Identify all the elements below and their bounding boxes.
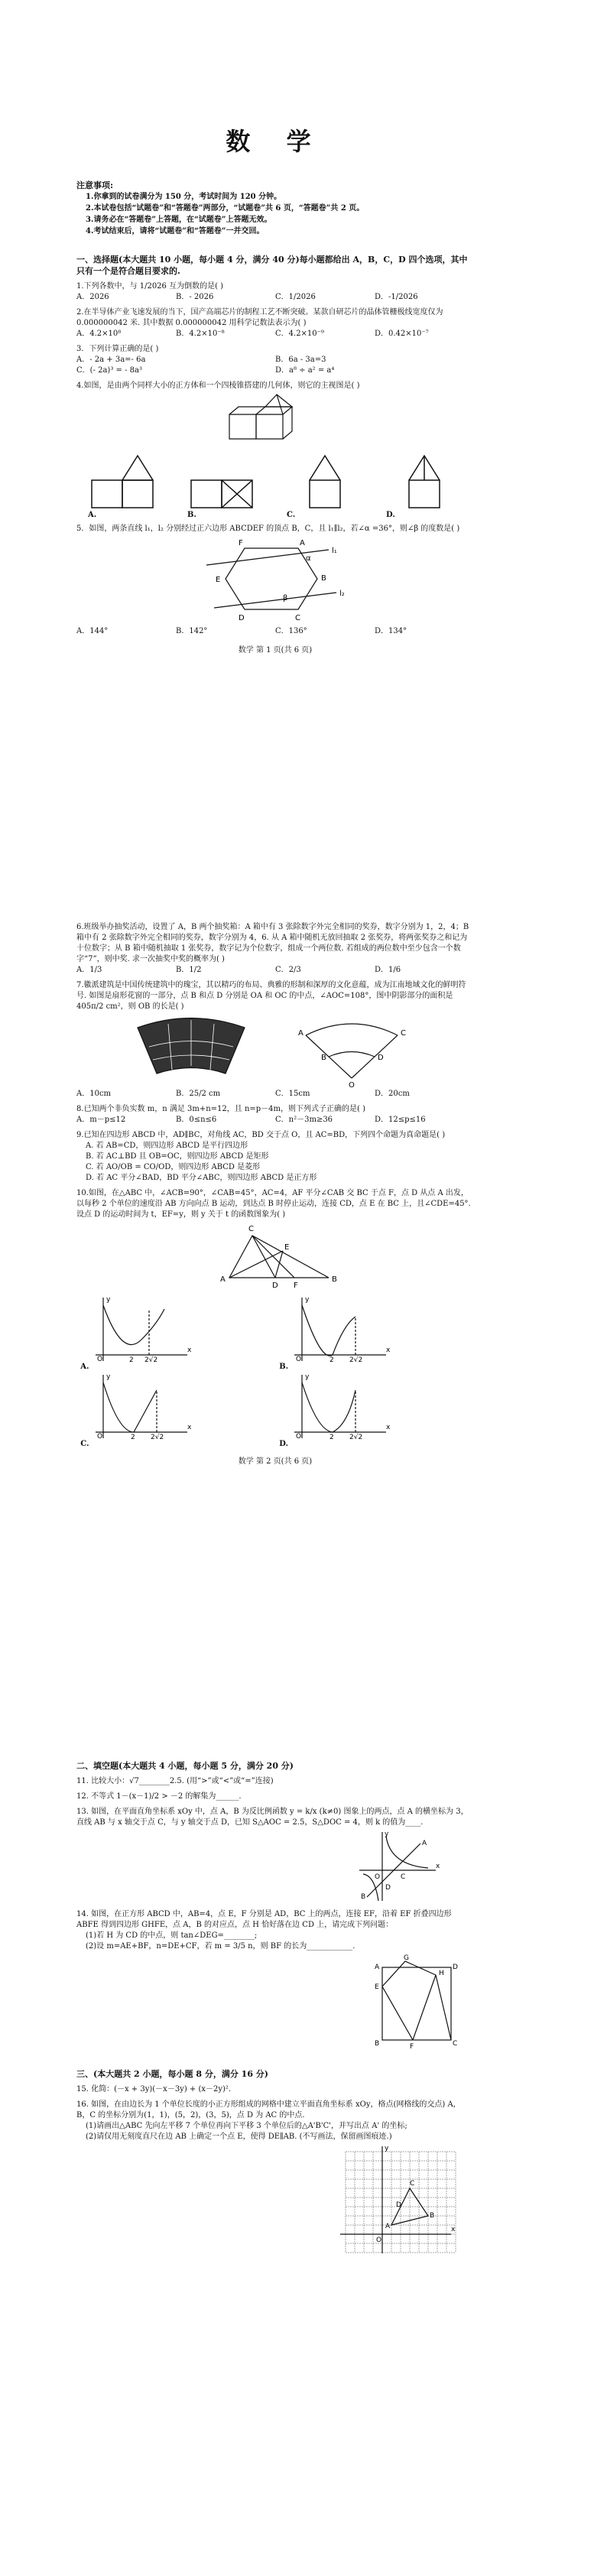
question-16: 16. 如图，在由边长为 1 个单位长度的小正方形组成的网格中建立平面直角坐标系 xOy，格点(网格线的交点) A，B，C 的坐标分别为(1，1)，(5，2)，(3，5)，点 D 为 AC 的中点. [76,2100,461,2120]
option-b: B．4.2×10⁻⁸ [176,330,225,338]
tick-2: 2 [131,1434,135,1440]
question-8-options [76,1115,474,1126]
section-3-heading: 三、(本大题共 2 小题，每小题 8 分，满分 16 分) [76,2069,269,2079]
solid-figure [76,391,474,445]
question-3-options [76,355,474,376]
question-14-part-2: (2)设 m=AE+BF，n=DE+CF，若 m = 3/5 n，则 BF 的长为____________. [86,1942,355,1951]
hex-label-a: A [300,539,305,547]
choice-label: A. [80,1363,89,1371]
option-d: D．1/6 [375,966,401,974]
choice-label: A. [88,511,97,519]
option-b: B．- 2026 [176,293,214,301]
choice-label: B. [187,511,196,519]
question-16-part-1: (1)请画出△ABC 先向左平移 7 个单位再向下平移 3 个单位后的△A'B'C'，并写出点 A' 的坐标; [86,2122,407,2130]
option-d: D．20cm [375,1090,410,1098]
choice-label: C. [287,511,296,519]
question-10: 10.如图，在△ABC 中，∠ACB=90°，∠CAB=45°，AC=4，AF 平分∠CAB 交 BC 于点 F，点 D 从点 A 出发，以每秒 2 个单位的速度沿 AB 方向向点 B 运动，到达点 B 时停止运动，连接 CD，点 E 在 BC 上，且∠CDE=45°. 设点 D 的运动时间为 t，EF=y，则 y 关于 t 的函数图象为( ) [76,1189,471,1219]
sq-label-g: G [404,1954,409,1962]
option-a: A．10cm [76,1090,112,1098]
question-6-options [76,965,474,976]
sq-label-b: B [375,2040,380,2048]
angle-label-alpha: α [306,554,311,563]
fan-label-b: B [321,1054,326,1062]
triangle-figure [76,1220,474,1289]
axis-label-y: y [305,1296,310,1304]
option-a: A．144° [76,627,109,635]
choice-c[interactable] [287,450,363,519]
tick-2: 2 [329,1356,334,1363]
grid-label-d: D [396,2201,401,2209]
axis-label-y: y [106,1296,111,1304]
origin-label: O [375,1873,381,1881]
graph-a [80,1294,195,1363]
sq-label-a: A [375,1964,380,1971]
exam-page-1 [76,122,474,655]
choice-b[interactable] [279,1294,470,1371]
hex-label-f: F [239,539,243,547]
question-5-options [76,626,474,637]
question-7: 7.徽派建筑是中国传统建筑中的瑰宝，其以精巧的布局、典雅的形制和深厚的文化意蕴，成为江南地域文化的鲜明符号. 如图是扇形花窗的一部分，点 B 和点 D 分别是 OA 和 OC 的中点，∠AOC=108°，图中阴影部分的面积是 405π/2 cm²，则 OB 的长是( ) [76,981,466,1011]
question-1: 1.下列各数中，与 1/2026 互为倒数的是( ) [76,282,224,291]
choice-b[interactable] [187,450,264,519]
question-12: 12. 不等式 1－(x－1)/2 > －2 的解集为______. [76,1792,242,1801]
hexagon-figure [76,534,474,626]
front-view-a [88,450,164,511]
tri-label-e: E [284,1243,290,1252]
option-b: B．6a - 3a=3 [275,356,326,364]
hex-label-b: B [321,574,326,583]
option-b: B．25/2 cm [176,1090,221,1098]
question-5: 5．如图，两条直线 l₁，l₂ 分别经过正六边形 ABCDEF 的顶点 B，C，且 l₁∥l₂，若∠α =36°，则∠β 的度数是( ) [76,525,460,533]
choice-c[interactable] [80,1371,271,1448]
grid-label-a: A [385,2223,391,2230]
option-a: A．- 2a + 3a=- 6a [76,356,146,364]
hex-label-d: D [239,614,245,622]
option-d: D．134° [375,627,407,635]
axis-label-x: x [386,1346,391,1354]
tick-2: 2 [129,1356,134,1363]
axis-label-x: x [436,1863,440,1870]
axis-label-x: x [386,1424,391,1431]
tri-label-a: A [220,1275,226,1284]
square-fold-figure [76,1952,474,2051]
option-d: D．12≤p≤16 [375,1116,426,1124]
sq-label-c: C [453,2040,458,2048]
point-label-d: D [385,1884,391,1892]
option-a: A．2026 [76,293,109,301]
choice-a[interactable] [88,450,164,519]
question-10-choices [76,1294,474,1448]
option-d: D．0.42×10⁻⁷ [375,330,429,338]
option-b: B. 若 AC⊥BD 且 OB=OC，则四边形 ABCD 是矩形 [86,1152,269,1161]
hyperbola-figure [76,1828,474,1905]
option-c: C．1/2026 [275,293,316,301]
question-13: 13. 如图，在平面直角坐标系 xOy 中，点 A，B 为反比例函数 y = k/x (k≠0) 图象上的两点，点 A 的横坐标为 3，直线 AB 与 x 轴交于点 C，与 y 轴交于点 D，已知 S△AOC = 2.5，S△DOC = 4，则 k 的值为____. [76,1808,469,1827]
axis-label-y: y [305,1373,310,1381]
tick-2: 2 [329,1434,334,1440]
question-4: 4.如图，是由两个同样大小的正方体和一个四棱锥搭建的几何体，则它的主视图是( ) [76,382,360,390]
note-item: 3.请务必在“答题卷”上答题，在“试题卷”上答题无效。 [86,216,272,224]
angle-label-beta: β [283,594,288,603]
line-label-l1: l₁ [332,547,337,555]
point-label-c: C [401,1873,406,1881]
graph-d [279,1371,394,1440]
option-c: C. 若 AO/OB = CO/OD，则四边形 ABCD 是菱形 [86,1163,261,1171]
front-view-c [287,450,363,511]
origin-label: O [97,1356,103,1363]
option-a: A. 若 AB=CD，则四边形 ABCD 是平行四边形 [86,1142,248,1150]
option-d: D. 若 AC 平分∠BAD，BD 平分∠ABC，则四边形 ABCD 是正方形 [86,1174,317,1182]
fan-label-c: C [401,1029,406,1038]
grid-label-b: B [430,2212,435,2220]
question-2-options [76,329,474,339]
note-item: 1.你拿到的试卷满分为 150 分，考试时间为 120 分钟。 [86,193,282,201]
point-label-b: B [361,1893,366,1901]
choice-a[interactable] [80,1294,271,1371]
option-a: A．m－p≤12 [76,1116,126,1124]
page-title: 数 学 [226,127,325,156]
exam-page-3 [76,1743,474,2257]
front-view-b [187,450,264,511]
option-c: C．136° [275,627,307,635]
graph-b [279,1294,394,1363]
exam-page-2 [76,918,474,1466]
question-8: 8.已知两个非负实数 m，n 满足 3m+n=12，且 n=p－4m，则下列式子正确的是( ) [76,1105,365,1113]
axis-label-x: x [187,1424,192,1431]
hex-label-e: E [216,576,221,584]
axis-label-x: x [187,1346,192,1354]
option-c: C．2/3 [275,966,301,974]
notes-block [76,179,474,237]
origin-label: O [296,1356,302,1363]
note-item: 4.考试结束后，请将“试题卷”和“答题卷”一并交回。 [86,227,265,236]
option-c: C．4.2×10⁻⁹ [275,330,324,338]
hex-label-c: C [295,614,300,622]
tick-2sqrt2: 2√2 [349,1434,363,1440]
line-label-l2: l₂ [339,590,345,598]
axis-label-y: y [106,1373,111,1381]
origin-label: O [296,1433,302,1440]
question-15: 15. 化简：(－x + 3y)(－x－3y) + (x－2y)². [76,2085,232,2094]
sq-label-e: E [375,1983,379,1991]
choice-label: B. [279,1363,289,1371]
tri-label-f: F [294,1282,298,1289]
notes-heading: 注意事项: [76,180,114,190]
option-a: A．4.2×10⁸ [76,330,122,338]
tick-2sqrt2: 2√2 [144,1356,158,1363]
question-1-options [76,292,474,303]
question-14-part-1: (1)若 H 为 CD 的中点，则 tan∠DEG=________; [86,1931,258,1940]
option-d: D．a⁸ ÷ a² = a⁴ [275,366,335,375]
choice-label: D. [279,1440,288,1448]
question-6: 6.班级举办抽奖活动，设置了 A，B 两个抽奖箱：A 箱中有 3 张除数字外完全相同的奖券，数字分别为 1，2，4；B 箱中有 2 张除数字外完全相同的奖券，数字分别为 4，6. 从 A 箱中随机无放回抽取 2 张奖券，将两张奖券之和记为十位数字；从 B 箱中随机抽取 1 张奖券，数字记为个位数字，组成一个两位数. 若组成的两位数中至少包含一个数字“7”，则中奖. 求一次抽奖中奖的概率为( ) [76,923,469,963]
choice-d[interactable] [386,450,463,519]
option-c: C．n²－3m≥36 [275,1116,333,1124]
choice-label: C. [80,1440,89,1448]
question-7-options [76,1089,474,1100]
tri-label-c: C [248,1225,254,1233]
choice-label: D. [386,511,395,519]
fan-label-o: O [349,1081,355,1089]
fan-label-a: A [298,1029,304,1038]
front-view-d [386,450,463,511]
coordinate-grid-figure [76,2142,474,2257]
point-label-a: A [422,1840,427,1847]
question-14: 14. 如图，在正方形 ABCD 中，AB=4，点 E，F 分别是 AD，BC 上的两点，连接 EF，沿着 EF 折叠四边形 ABFE 得到四边形 GHFE，点 A，B 的对应点，点 H 恰好落在边 CD 上，请完成下列问题： [76,1910,452,1929]
option-b: B．142° [176,627,208,635]
sq-label-d: D [453,1964,458,1971]
option-d: D．-1/2026 [375,293,418,301]
page-footer-2: 数学 第 2 页(共 6 页) [238,1457,313,1466]
fan-window-figure [76,1012,474,1089]
note-item: 2.本试卷包括“试题卷”和“答题卷”两部分，“试题卷”共 6 页，“答题卷”共 2 页。 [86,204,365,213]
fan-label-d: D [378,1054,384,1062]
axis-label-x: x [451,2226,456,2233]
page-footer-1: 数学 第 1 页(共 6 页) [238,646,313,655]
option-c: C．(- 2a)³ = - 8a³ [76,366,142,375]
question-2: 2.在半导体产业飞速发展的当下，国产高端芯片的制程工艺不断突破。某款自研芯片的晶体管栅极线宽度仅为 0.000000042 米. 其中数据 0.000000042 用科学记数法表示为( ) [76,308,443,327]
origin-label: O [97,1433,103,1440]
tick-2sqrt2: 2√2 [349,1356,363,1363]
question-9: 9.已知在四边形 ABCD 中，AD∥BC，对角线 AC，BD 交于点 O，且 AC=BD，下列四个命题为真命题是( ) [76,1131,446,1139]
option-b: B．1/2 [176,966,202,974]
graph-c [80,1371,195,1440]
option-c: C．15cm [275,1090,310,1098]
sq-label-f: F [410,2043,414,2051]
question-11: 11. 比较大小：√7________2.5. (用“>”或“<”或“=”连接) [76,1777,274,1785]
question-4-choices [76,450,474,519]
question-3: 3．下列计算正确的是( ) [76,345,159,353]
origin-label: O [376,2237,382,2244]
axis-label-y: y [385,1830,389,1838]
section-1-heading: 一、选择题(本大题共 10 小题，每小题 4 分，满分 40 分)每小题都给出 A，B，C，D 四个选项，其中只有一个是符合题目要求的. [76,255,468,276]
option-a: A．1/3 [76,966,102,974]
tri-label-b: B [332,1275,337,1284]
axis-label-y: y [385,2145,389,2152]
option-b: B．0≤n≤6 [176,1116,217,1124]
section-2-heading: 二、填空题(本大题共 4 小题，每小题 5 分，满分 20 分) [76,1761,294,1771]
grid-label-c: C [410,2180,415,2188]
tri-label-d: D [272,1282,278,1289]
tick-2sqrt2: 2√2 [151,1434,164,1440]
choice-d[interactable] [279,1371,470,1448]
question-16-part-2: (2)请仅用无刻度直尺在边 AB 上确定一个点 E，使得 DE∥AB. (不写画法，保留画图痕迹.) [86,2133,392,2141]
sq-label-h: H [439,1970,444,1977]
